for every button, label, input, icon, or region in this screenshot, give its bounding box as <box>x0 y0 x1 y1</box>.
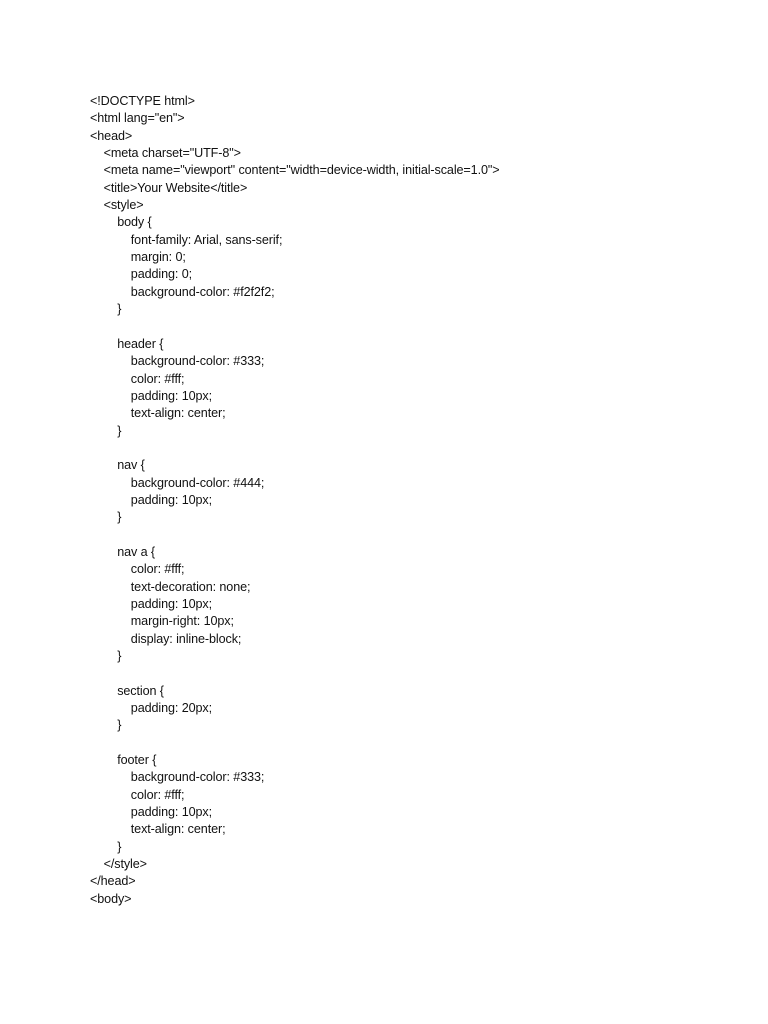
code-line: font-family: Arial, sans-serif; <box>90 232 283 247</box>
code-line: section { <box>90 683 164 698</box>
code-line: nav { <box>90 458 145 473</box>
code-line: } <box>90 718 122 733</box>
code-line: color: #fff; <box>90 371 185 386</box>
code-line <box>90 735 710 752</box>
code-line <box>90 318 710 335</box>
code-line: } <box>90 423 122 438</box>
code-line: nav a { <box>90 544 156 559</box>
code-line <box>90 665 710 682</box>
code-line: background-color: #f2f2f2; <box>90 284 275 299</box>
code-line: <style> <box>90 198 144 213</box>
code-line: <title>Your Website</title> <box>90 180 248 195</box>
code-line: background-color: #333; <box>90 770 265 785</box>
code-line: padding: 10px; <box>90 596 213 611</box>
code-line: body { <box>90 215 152 230</box>
code-line: padding: 0; <box>90 267 193 282</box>
code-line: text-align: center; <box>90 822 226 837</box>
code-line: } <box>90 649 122 663</box>
code-line: padding: 10px; <box>90 388 213 403</box>
code-line: } <box>90 510 122 525</box>
code-line: color: #fff; <box>90 562 185 577</box>
code-line: background-color: #333; <box>90 354 265 369</box>
code-line: } <box>90 302 122 317</box>
code-line: header { <box>90 336 164 351</box>
code-line: footer { <box>90 753 157 768</box>
code-line: </style> <box>90 857 147 872</box>
code-line: color: #fff; <box>90 787 185 802</box>
code-line: <meta name="viewport" content="width=device-width, initial-scale=1.0"> <box>90 163 500 178</box>
code-line: background-color: #444; <box>90 475 265 490</box>
html-code-listing <box>90 93 710 908</box>
code-line: <head> <box>90 128 133 143</box>
code-line: margin-right: 10px; <box>90 614 234 629</box>
code-line: padding: 20px; <box>90 701 213 716</box>
code-line: <meta charset="UTF-8"> <box>90 146 241 161</box>
code-line: text-decoration: none; <box>90 579 251 594</box>
code-line <box>90 527 710 544</box>
code-line <box>90 440 710 457</box>
code-line: <html lang="en"> <box>90 111 185 126</box>
code-line: text-align: center; <box>90 406 226 421</box>
code-line: </head> <box>90 874 136 889</box>
code-line: display: inline-block; <box>90 631 242 646</box>
code-line: padding: 10px; <box>90 492 213 507</box>
code-line: <body> <box>90 891 132 906</box>
code-line: margin: 0; <box>90 250 186 265</box>
code-line: <!DOCTYPE html> <box>90 94 195 108</box>
code-line: } <box>90 839 122 854</box>
code-line: padding: 10px; <box>90 805 213 820</box>
